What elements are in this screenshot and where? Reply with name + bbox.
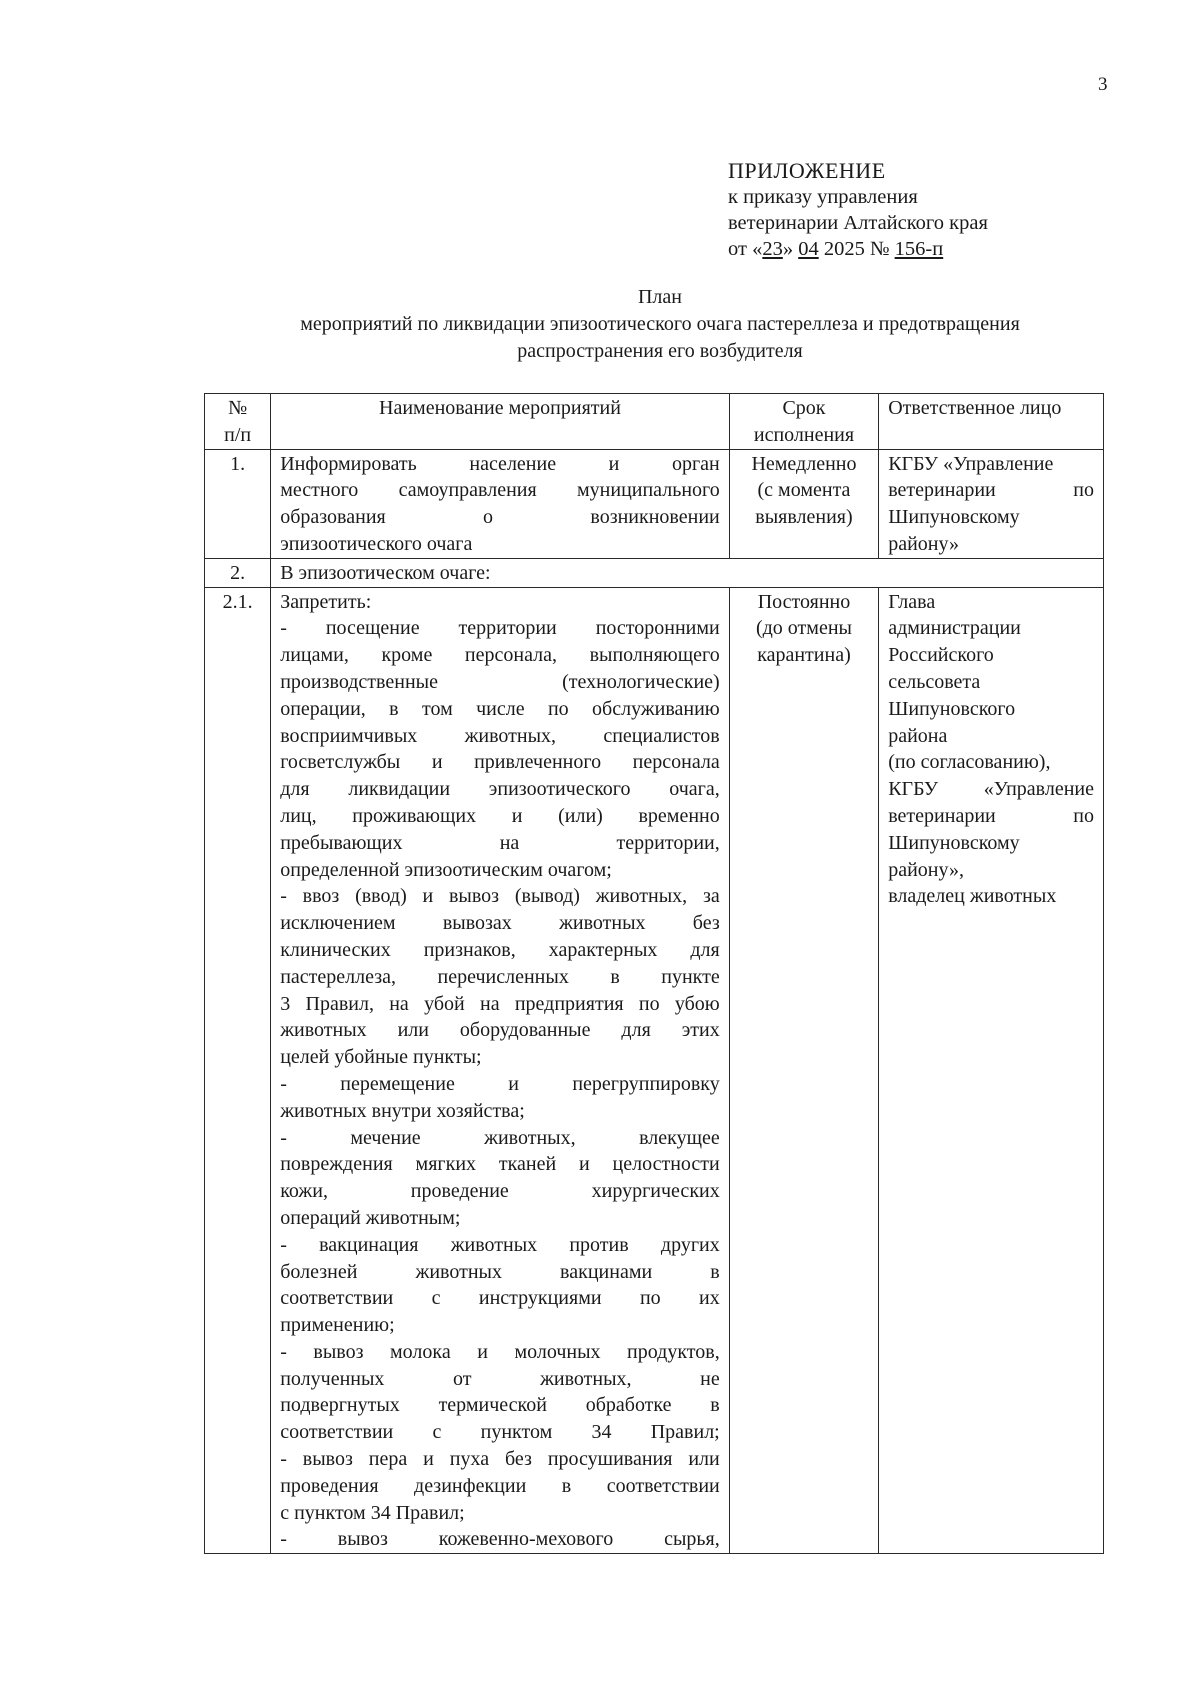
row-1-name-line: эпизоотического очага [280, 532, 473, 555]
row-2-name: В эпизоотическом очаге: [271, 558, 1104, 587]
row-1-term [729, 449, 878, 558]
row-2-1-name-line: определенной эпизоотическим очагом; [280, 858, 612, 881]
row-2-1-name-line: животных или оборудованные для этих [280, 1019, 720, 1042]
row-2-1-name-line: повреждения мягких тканей и целостности [280, 1153, 720, 1176]
date-year: 2025 № [818, 238, 895, 260]
row-2-1-name-line: операции, в том числе по обслуживанию [280, 697, 720, 720]
date-prefix: от « [728, 238, 763, 260]
header-term-line-2: исполнения [753, 423, 855, 446]
row-1-num: 1. [205, 449, 271, 558]
row-2-1-name-line: операций животным; [280, 1206, 461, 1229]
row-1-resp-line: ветеринарии по [888, 479, 1094, 502]
row-2-1-resp-line: администрации [888, 617, 1021, 640]
row-2-1-resp-line: району», [888, 858, 964, 881]
appendix-date [728, 236, 988, 262]
row-1-name-line: Информировать население и орган [280, 452, 720, 475]
row-2-1-resp-line: Шипуновского [888, 697, 1016, 720]
plan-subtitle-line-2: распространения его возбудителя [517, 340, 803, 362]
row-2-1-num: 2.1. [205, 587, 271, 1554]
plan-subtitle-line-1: мероприятий по ликвидации эпизоотического очага пастереллеза и предотвращения [300, 313, 1020, 335]
date-day: 23 [762, 238, 783, 260]
row-2-1-name-line: проведения дезинфекции в соответствии [280, 1474, 720, 1497]
header-num-line-1: № [228, 397, 248, 419]
row-2-1-name-line: 3 Правил, на убой на предприятия по убою [280, 992, 720, 1015]
row-2-1-term-line: Постоянно [757, 590, 851, 613]
row-2-1-resp-line: Шипуновскому [888, 831, 1020, 854]
row-2-1-name-line: с пунктом 34 Правил; [280, 1501, 465, 1524]
row-2-1-name-line: полученных от животных, не [280, 1367, 720, 1390]
row-2-1-name [271, 587, 730, 1554]
appendix-title: ПРИЛОЖЕНИЕ [728, 158, 886, 183]
plan-title: План [637, 286, 682, 308]
row-2-1-resp-line: района [888, 724, 948, 747]
row-2-1-resp-line: сельсовета [888, 670, 981, 693]
row-1-term-line: (с момента [757, 479, 851, 502]
appendix-header [728, 158, 988, 262]
row-1-name-line: образования о возникновении [280, 506, 720, 529]
row-1-resp-line: Шипуновскому [888, 506, 1020, 529]
row-1-resp [879, 449, 1104, 558]
row-2-1-term-line: карантина) [757, 644, 851, 667]
order-number: 156-п [894, 238, 944, 260]
appendix-line-2: ветеринарии Алтайского края [728, 212, 988, 234]
row-2-1-name-line: пребывающих на территории, [280, 831, 720, 854]
header-term [729, 394, 878, 450]
row-2-1-name-line: - вывоз кожевенно-мехового сырья, [280, 1528, 720, 1551]
row-2-1-name-line: - посещение территории посторонними [280, 617, 720, 640]
header-num [205, 394, 271, 450]
table-row [205, 558, 1104, 587]
row-2-1-name-line: целей убойные пункты; [280, 1046, 482, 1069]
table-row [205, 449, 1104, 558]
row-1-name [271, 449, 730, 558]
row-1-resp-line: району» [888, 532, 959, 555]
row-2-1-name-line: лицами, кроме персонала, выполняющего [280, 644, 720, 667]
date-mid: » [782, 238, 799, 260]
row-1-term-line: Немедленно [751, 452, 857, 475]
row-2-1-name-line: госветслужбы и привлеченного персонала [280, 751, 720, 774]
row-2-1-resp-line: владелец животных [888, 885, 1057, 908]
row-2-1-name-line: клинических признаков, характерных для [280, 938, 720, 961]
plan-heading [200, 284, 1120, 365]
row-2-1-name-line: - вакцинация животных против других [280, 1233, 720, 1256]
row-2-1-name-line: кожи, проведение хирургических [280, 1180, 720, 1203]
row-2-num: 2. [205, 558, 271, 587]
row-2-1-name-line: соответствии с пунктом 34 Правил; [280, 1421, 720, 1444]
row-2-1-name-line: восприимчивых животных, специалистов [280, 724, 720, 747]
row-2-1-name-line: Запретить: [280, 590, 372, 613]
row-2-1-resp-line: Российского [888, 644, 994, 667]
row-1-name-line: местного самоуправления муниципального [280, 479, 720, 502]
table-header-row [205, 394, 1104, 450]
plan-table [204, 393, 1104, 1554]
header-num-line-2: п/п [224, 423, 252, 446]
row-1-term-line: выявления) [755, 506, 853, 529]
row-2-1-name-line: - вывоз молока и молочных продуктов, [280, 1340, 720, 1363]
row-2-1-name-line: применению; [280, 1314, 395, 1337]
row-2-1-resp-line: ветеринарии по [888, 804, 1094, 827]
row-2-1-name-line: болезней животных вакцинами в [280, 1260, 720, 1283]
row-2-1-resp [879, 587, 1104, 1554]
page-number: 3 [1098, 74, 1108, 95]
row-2-1-name-line: пастереллеза, перечисленных в пункте [280, 965, 720, 988]
row-2-1-name-line: для ликвидации эпизоотического очага, [280, 778, 720, 801]
row-2-1-name-line: - вывоз пера и пуха без просушивания или [280, 1448, 720, 1471]
row-2-1-name-line: - мечение животных, влекущее [280, 1126, 720, 1149]
row-2-1-resp-line: Глава [888, 590, 936, 613]
row-2-1-name-line: исключением вывозах животных без [280, 912, 720, 935]
row-2-1-name-line: соответствии с инструкциями по их [280, 1287, 720, 1310]
row-2-1-name-line: животных внутри хозяйства; [280, 1099, 525, 1122]
appendix-line-1: к приказу управления [728, 186, 918, 208]
row-1-resp-line: КГБУ «Управление [888, 452, 1054, 475]
row-2-1-name-line: - перемещение и перегруппировку [280, 1072, 720, 1095]
table-row [205, 587, 1104, 1554]
row-2-1-resp-line: КГБУ «Управление [888, 778, 1094, 801]
header-resp: Ответственное лицо [879, 394, 1104, 450]
date-month: 04 [798, 238, 819, 260]
header-name: Наименование мероприятий [271, 394, 730, 450]
row-2-1-name-line: подвергнутых термической обработке в [280, 1394, 720, 1417]
row-2-1-name-line: производственные (технологические) [280, 670, 720, 693]
row-2-1-name-line: - ввоз (ввод) и вывоз (вывод) животных, за [280, 885, 720, 908]
row-2-1-resp-line: (по согласованию), [888, 751, 1051, 774]
row-2-1-term [729, 587, 878, 1554]
header-term-line-1: Срок [782, 397, 826, 419]
row-2-1-name-line: лиц, проживающих и (или) временно [280, 804, 720, 827]
row-2-1-term-line: (до отмены [755, 617, 852, 640]
